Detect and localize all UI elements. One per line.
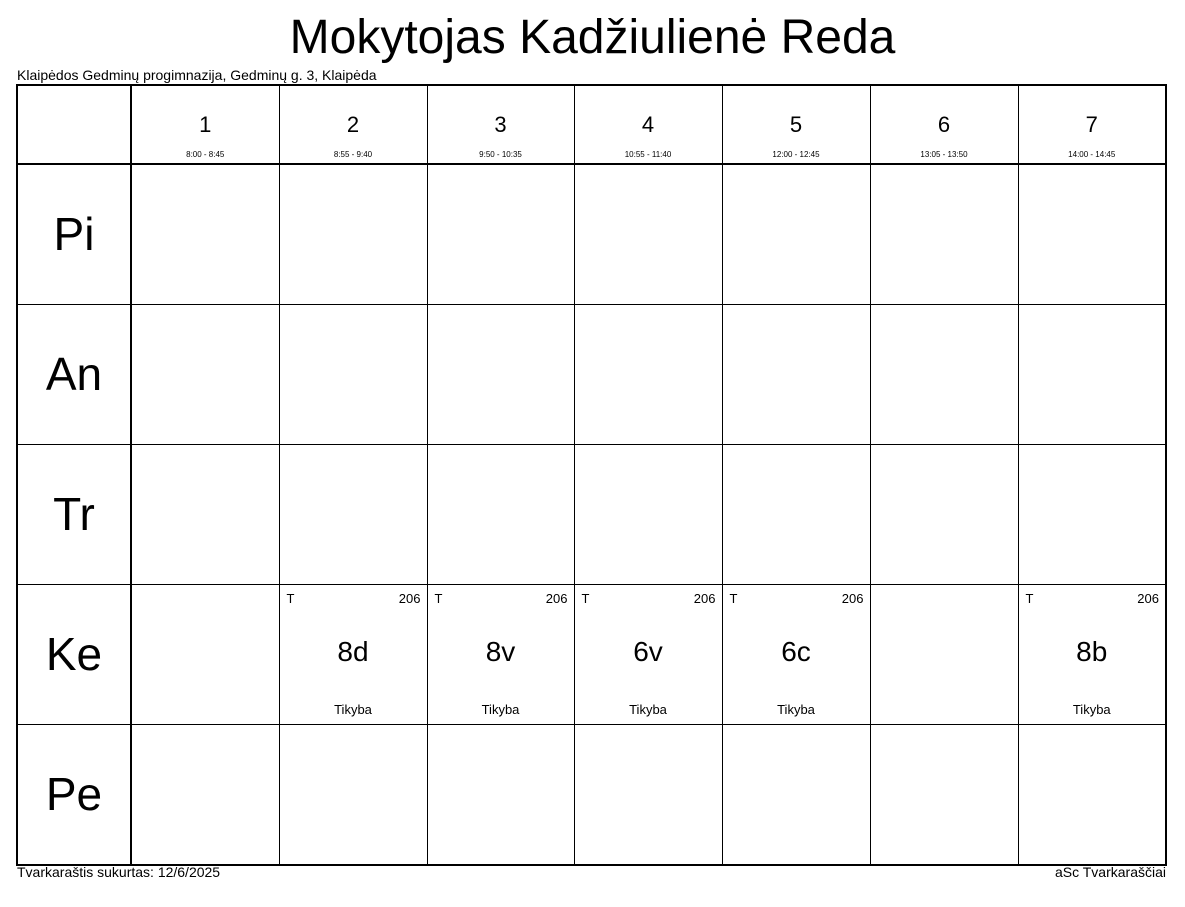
day-label: Tr <box>53 488 95 540</box>
day-label: Pi <box>53 208 95 260</box>
lesson-type: T <box>286 591 295 606</box>
day-row <box>17 164 1166 305</box>
lesson-subject: Tikyba <box>481 702 520 717</box>
day-header <box>17 305 131 445</box>
period-time: 8:55 - 9:40 <box>333 150 373 159</box>
empty-slot <box>279 305 427 445</box>
empty-slot <box>722 725 870 866</box>
empty-slot <box>722 445 870 585</box>
empty-slot <box>722 305 870 445</box>
period-number: 3 <box>494 112 507 137</box>
period-number: 7 <box>1085 112 1098 137</box>
period-number: 1 <box>199 112 212 137</box>
empty-slot <box>870 305 1018 445</box>
period-header-5 <box>722 85 870 164</box>
period-number: 5 <box>789 112 803 137</box>
period-header-2 <box>279 85 427 164</box>
page-title: Mokytojas Kadžiulienė Reda <box>289 11 896 64</box>
period-time: 10:55 - 11:40 <box>624 150 672 159</box>
empty-slot <box>279 725 427 866</box>
lesson-room: 206 <box>398 591 421 606</box>
empty-slot <box>870 725 1018 866</box>
period-time: 13:05 - 13:50 <box>920 150 968 159</box>
empty-slot <box>574 305 722 445</box>
day-label: Ke <box>45 628 103 680</box>
empty-slot <box>427 164 574 305</box>
lesson-room: 206 <box>1137 591 1159 606</box>
period-header-4 <box>574 85 722 164</box>
period-number: 6 <box>937 112 951 137</box>
empty-slot <box>1018 725 1166 866</box>
lesson-subject: Tikyba <box>334 702 372 717</box>
lesson-card <box>574 585 722 725</box>
lesson-card <box>1018 585 1166 725</box>
day-header <box>17 725 131 866</box>
lesson-type: T <box>434 591 443 606</box>
lesson-type: T <box>729 591 738 606</box>
day-row <box>17 725 1166 866</box>
lesson-class: 8d <box>337 636 369 667</box>
day-row <box>17 305 1166 445</box>
empty-slot <box>1018 164 1166 305</box>
lesson-subject: Tikyba <box>777 702 815 717</box>
period-time: 8:00 - 8:45 <box>186 150 225 159</box>
period-time: 9:50 - 10:35 <box>479 150 522 159</box>
period-header-3 <box>427 85 574 164</box>
lesson-class: 6c <box>781 636 811 667</box>
empty-slot <box>722 164 870 305</box>
empty-slot <box>131 445 279 585</box>
empty-slot <box>1018 445 1166 585</box>
empty-slot <box>870 164 1018 305</box>
empty-slot <box>574 164 722 305</box>
empty-slot <box>870 585 1018 725</box>
lesson-subject: Tikyba <box>1072 702 1111 717</box>
period-number: 4 <box>641 112 655 137</box>
day-label: An <box>45 348 103 400</box>
empty-slot <box>427 725 574 866</box>
empty-slot <box>1018 305 1166 445</box>
empty-slot <box>131 585 279 725</box>
empty-slot <box>574 445 722 585</box>
period-header-6 <box>870 85 1018 164</box>
period-time: 14:00 - 14:45 <box>1068 150 1116 159</box>
empty-slot <box>279 445 427 585</box>
lesson-type: T <box>581 591 590 606</box>
lesson-class: 8v <box>485 636 516 667</box>
day-header <box>17 585 131 725</box>
lesson-class: 6v <box>633 636 663 667</box>
school-address: Klaipėdos Gedminų progimnazija, Gedminų g. 3, Klaipėda <box>17 67 377 83</box>
day-header <box>17 445 131 585</box>
day-row <box>17 445 1166 585</box>
lesson-card <box>722 585 870 725</box>
lesson-room: 206 <box>545 591 568 606</box>
empty-slot <box>131 305 279 445</box>
day-row <box>17 585 1166 725</box>
empty-slot <box>427 445 574 585</box>
created-date: Tvarkaraštis sukurtas: 12/6/2025 <box>17 864 221 880</box>
day-header <box>17 164 131 305</box>
empty-slot <box>131 164 279 305</box>
lesson-room: 206 <box>693 591 716 606</box>
lesson-card <box>279 585 427 725</box>
period-header-1 <box>131 85 279 164</box>
empty-slot <box>870 445 1018 585</box>
period-time: 12:00 - 12:45 <box>772 150 820 159</box>
lesson-card <box>427 585 574 725</box>
brand-label: aSc Tvarkaraščiai <box>1054 864 1166 880</box>
corner-cell <box>17 85 131 164</box>
lesson-type: T <box>1025 591 1034 606</box>
lesson-room: 206 <box>841 591 864 606</box>
timetable-grid <box>16 84 1167 866</box>
empty-slot <box>279 164 427 305</box>
period-header-7 <box>1018 85 1166 164</box>
empty-slot <box>427 305 574 445</box>
empty-slot <box>574 725 722 866</box>
day-label: Pe <box>45 768 103 820</box>
lesson-class: 8b <box>1076 636 1108 667</box>
period-number: 2 <box>346 112 360 137</box>
lesson-subject: Tikyba <box>629 702 667 717</box>
empty-slot <box>131 725 279 866</box>
